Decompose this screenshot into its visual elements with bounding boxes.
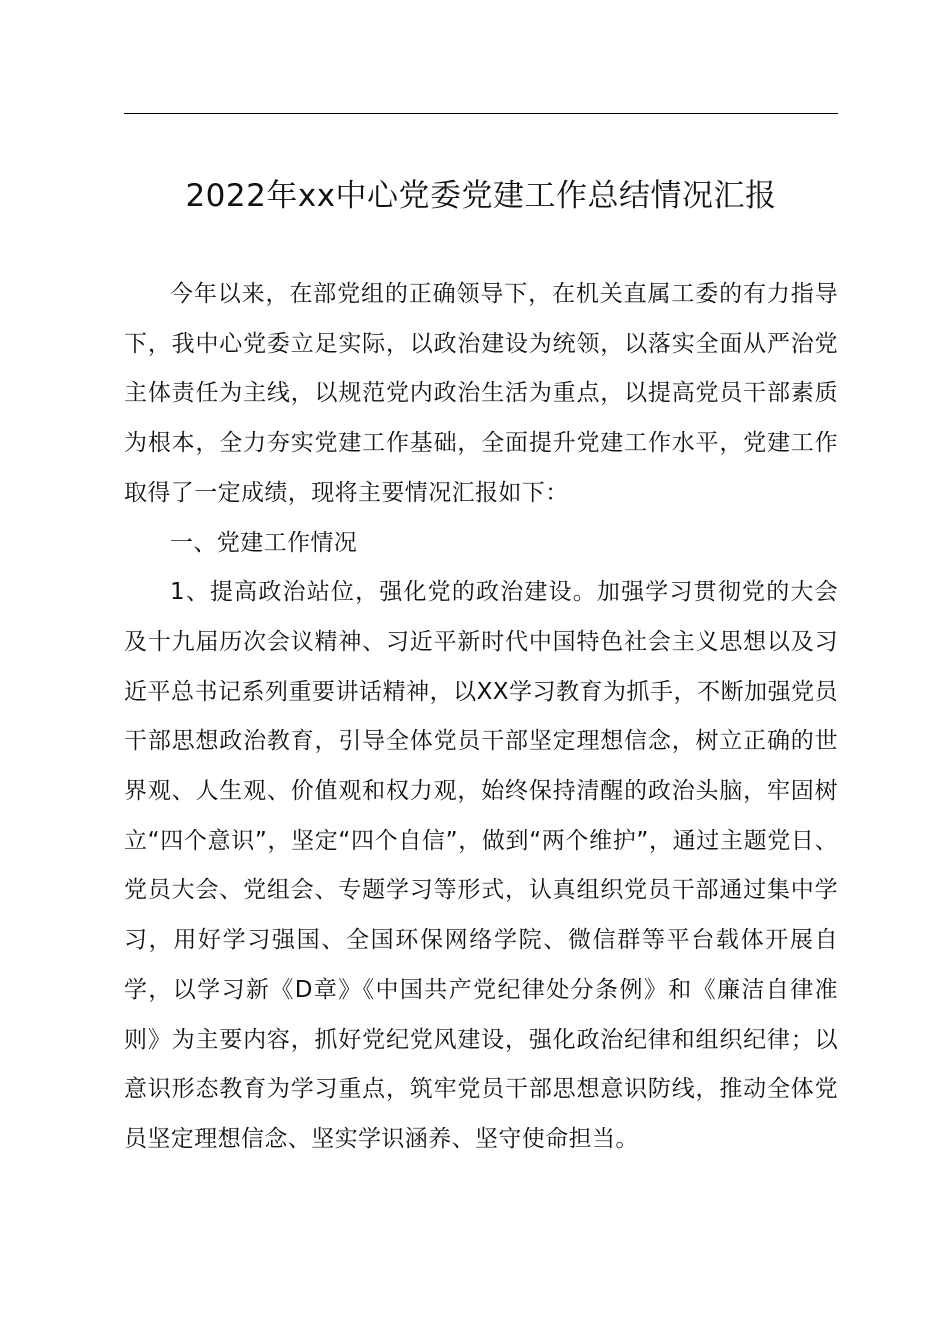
body-paragraph: 1、提高政治站位，强化党的政治建设。加强学习贯彻党的大会及十九届历次会议精神、习近平新时代中国特色社会主义思想以及习近平总书记系列重要讲话精神，以XX学习教育为抓手，不断加强党员干部思想政治教育，引导全体党员干部坚定理想信念，树立正确的世界观、人生观、价值观和权力观，始终保持清醒的政治头脑，牢固树立“四个意识”，坚定“四个自信”，做到“两个维护”，通过主题党日、党员大会、党组会、专题学习等形式，认真组织党员干部通过集中学习，用好学习强国、全国环保网络学院、微信群等平台载体开展自学，以学习新《D章》《中国共产党纪律处分条例》和《廉洁自律准则》为主要内容，抓好党纪党风建设，强化政治纪律和组织纪律；以意识形态教育为学习重点，筑牢党员干部思想意识防线，推动全体党员坚定理想信念、坚实学识涵养、坚守使命担当。 (124, 579, 838, 1152)
document-body (124, 270, 838, 1165)
header-rule (124, 113, 838, 114)
intro-paragraph: 今年以来，在部党组的正确领导下，在机关直属工委的有力指导下，我中心党委立足实际，以政治建设为统领，以落实全面从严治党主体责任为主线，以规范党内政治生活为重点，以提高党员干部素质为根本，全力夯实党建工作基础，全面提升党建工作水平，党建工作取得了一定成绩，现将主要情况汇报如下： (124, 281, 838, 506)
section-heading: 一、党建工作情况 (170, 529, 358, 556)
document-title: 2022年xx中心党委党建工作总结情况汇报 (185, 178, 777, 214)
